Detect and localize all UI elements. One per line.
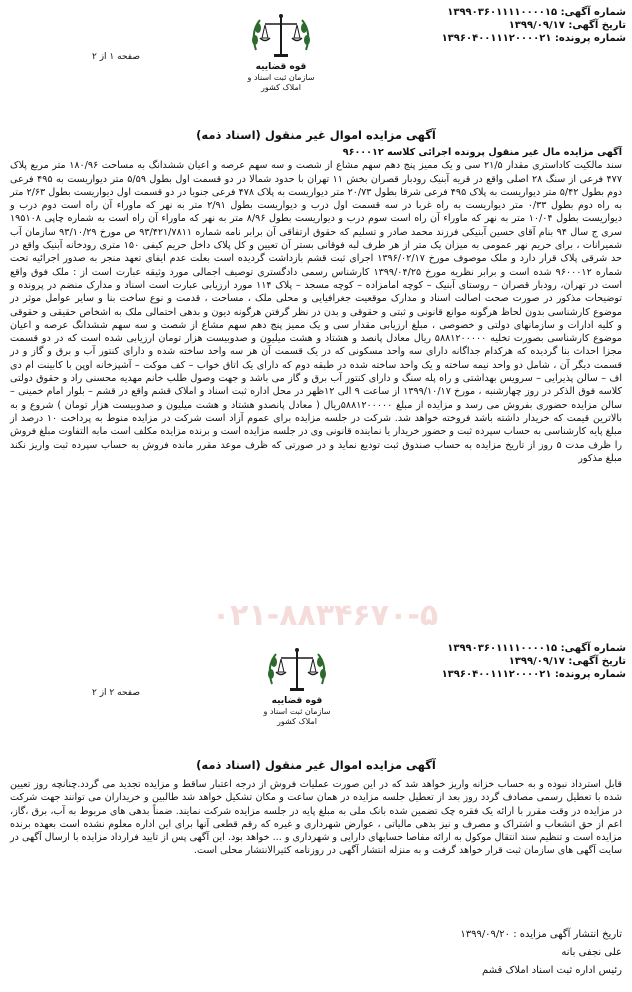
judiciary-emblem: [254, 644, 340, 726]
ad-date: تاریخ آگهی: ۱۳۹۹/۰۹/۱۷: [508, 20, 626, 31]
notice-page-2: [0, 640, 632, 992]
notice-body-text: سند مالکیت کاداستری مقدار ۲۱/۵ سی و یک ممیز پنج دهم سهم مشاع از شصت و سه سهم عرصه و اعیان ششدانگ به مساحت ۱۸۰/۹۶ متر مربع پلاک ۴۷۷ فرعی از سنگ ۲۸ اصلی واقع در قریه آبنیک رودبار قصران بخش ۱۱ تهران با حدود شمالا در دو قسمت اول بطول ۵/۵۹ متر دیواریست به ۴۹۵ فرعی دوم بطول ۵/۴۲ متر دیواریست به پلاک ۴۹۵ فرعی شرقا بطول ۲۰/۷۳ متر دیواریست به پلاک ۴۷۸ فرعی جنوبا در دو قسمت اول دیواریست بطول ۲/۶۳ متر به راه دوم بطول ۰/۳۳ متر دیواریست به راه غربا در سه قسمت اول درب و دیواریست بطول ۲/۹۱ متر به نهر که ماوراء آن راه است دوم درب و دیواریست بطول ۱۰/۰۴ متر به نهر که ماوراء آن راه است سوم درب و دیواریست بطول ۸/۹۶ متر به نهر که ماوراء آن راه است به شماره چاپی ۱۹۵۱۰۸ سری ج سال ۹۴ بنام آقای حسین آبنیکی فرزند محمد صادر و تسلیم که حقوق ارتفاقی آن برابر نامه شماره ۹۳/۴۲۱/۷۸۱۱ ص مورخ ۹۳/۱۰/۲۹ سازمان آب شمیرانات ، برای حریم نهر عمومی به میزان یک متر از هر طرف لبه فوقانی بستر آن تعیین و کل پلاک داخل حریم کیفی ۱۵۰ متری رودخانه آبنیک واقع در حد شرقی پلاک قرار دارد و ملک موصوف مورخ ۱۳۹۶/۰۲/۱۷ اجرای ثبت قشم بازداشت گردیده است بعلت عدم ایفای تعهد منجر به صدور اجرائیه تحت شماره ۹۶۰۰۰۱۲ شده است و برابر نظریه مورخ ۱۳۹۹/۰۴/۲۵ کارشناس رسمی دادگستری توصیف اجمالی مورد وثیقه عبارت است از : ملک فوق واقع است در تهران، رودبار قصران – روستای آبنیک – کوچه امامزاده – کوچه مسجد – پلاک ۱۱۴ مورد ارزیابی عبارت است اسناد و مدارک منضم در پرونده و توضیحات مذکور در صورت صحت اصالت اسناد و مدارک موقعیت جغرافیایی و محلی ملک ، مساحت ، قدمت و نوع ساخت بنا و سایر عوامل موثر در موضوع کارشناسی بدون لحاظ هرگونه موانع قانونی و ثبتی و حقوقی و بدن در نظر گرفتن هرگونه دیون و بدهی احتمالی ملک به اشخاص حقیقی و حقوقی و کلیه ادارات و سازمانهای دولتی و خصوصی ، مبلغ ارزیابی مقدار سی و یک ممیز پنج دهم سهم مشاع از شصت و سه سهم ششدانگ عرصه و اعیان موضوع کارشناسی بصورت تخلیه ۵۸۸۱۲۰۰۰۰۰ ریال معادل پانصد و هشتاد و هشت میلیون و صدوبیست هزار تومان ارزیابی شده است که در دو قسمت مجزا احداث بنا گردیده که هرکدام جداگانه دارای سه واحد مسکونی که در یک قسمت آن هر سه واحد ساخته شده و دارای کنتور آب و برق و گاز و در قسمت دیگر آن ، شامل دو واحد نیمه ساخته و یک واحد ساخته شده در طبقه دوم که دارای یک اتاق خواب – کف موکت – آشپزخانه اوپن با کابینت ام دی اف – سالن پذیرایی – سرویس بهداشتی و راه پله سنگ و دارای کنتور آب برق و گاز می باشد و جهت وصول طلب خانم مهدیه محسنی راد و حقوق دولتی کلاسه فوق الذکر در روز چهارشنبه ، مورخ ۱۳۹۹/۱۰/۱۷ از ساعت ۹ الی ۱۲ظهر در محل اداره ثبت اسناد و املاک قشم واقع در قشم – بلوار امام خمینی – سالن مزایده حضوری بفروش می رسد و مزایده از مبلغ ۵۸۸۱۲۰۰۰۰۰ریال ( معادل پانصدو هشتاد و هشت میلیون و صدوبیست هزار تومان ) شروع و به بالاترین قیمت که خریدار داشته باشد فروخته خواهد شد. شرکت در جلسه مزایده برای عموم آزاد است شرکت در مزایده منوط به پرداخت ۱۰ درصد از مبلغ پایه کارشناسی به حساب سپرده ثبت و حضور خریدار یا نماینده قانونی وی در جلسه مزایده است و برنده مزایده مکلف است مابه التفاوت مبلغ فروش را ظرف مدت ۵ روز از تاریخ مزایده به حساب صندوق ثبت تودیع نماید و در صورتی که ظرف موعد مقرر مانده فروش به حساب سپرده ثبت واریز نکند مبلغ مذکور: [10, 160, 623, 464]
notice-meta: [442, 642, 626, 681]
scales-of-justice-icon: [254, 644, 340, 696]
notice-title: آگهی مزایده اموال غیر منقول (اسناد ذمه): [196, 128, 436, 142]
notice-meta: [442, 6, 626, 45]
page-number: صفحه ۱ از ۲: [92, 52, 140, 62]
org-name-registry: سازمان ثبت اسناد و املاک کشور: [247, 73, 315, 92]
ad-number: شماره آگهی: ۱۳۹۹۰۳۶۰۱۱۱۱۰۰۰۰۱۵: [447, 7, 626, 18]
signature-block: [460, 926, 622, 980]
phone-watermark: ۰۲۱-۸۸۳۴۶۷۰-۵: [211, 598, 439, 633]
ad-number: شماره آگهی: ۱۳۹۹۰۳۶۰۱۱۱۱۰۰۰۰۱۵: [447, 643, 626, 654]
notice-body: [10, 146, 622, 465]
scales-of-justice-icon: [238, 10, 324, 62]
notice-title: آگهی مزایده اموال غیر منقول (اسناد ذمه): [196, 758, 436, 772]
judiciary-emblem: [238, 10, 324, 92]
signer-title: رئیس اداره ثبت اسناد املاک قشم: [481, 965, 622, 976]
org-name-judiciary: قوه قضاییه: [255, 62, 307, 72]
notice-subheading: آگهی مزایده مال غیر منقول پرونده اجرائی کلاسه ۹۶۰۰۰۱۲: [342, 147, 622, 158]
org-name-registry: سازمان ثبت اسناد و املاک کشور: [263, 707, 331, 726]
org-name-judiciary: قوه قضاییه: [271, 696, 323, 706]
signer-name: علی نجفی بانه: [561, 947, 622, 958]
publish-date: تاریخ انتشار آگهی مزایده : ۱۳۹۹/۰۹/۲۰: [460, 929, 622, 940]
ad-date: تاریخ آگهی: ۱۳۹۹/۰۹/۱۷: [508, 656, 626, 667]
notice-body-text: قابل استرداد نبوده و به حساب خزانه واریز خواهد شد که در این صورت عملیات فروش از درجه اعتبار ساقط و مزایده تجدید می گردد.چنانچه روز تعیین شده با تعطیل رسمی مصادف گردد روز بعد از تعطیل جلسه مزایده در همان ساعت و مکان تشکیل خواهد شد طالبین و خریداران می توانند جهت شرکت در مزایده در وقت مقرر با ارائه یک فقره چک تضمین شده بانک ملی به مبلغ پایه در جلسه مزایده شرکت نمایند. ضمناً بدهی های مربوط به آب، برق ،گاز، اعم از حق انشعاب و اشتراک و مصرف و نیز بدهی مالیاتی ، عوارض شهرداری و غیره که رقم قطعی آنها برای این اداره معلوم نشده است بعهده برنده مزایده است و تنظیم سند انتقال موکول به ارائه مفاصا حسابهای دارایی و شهرداری و ... خواهد بود. این آگهی پس از تایید فرارداد مزایده با ارسال آگهی در سایت آگهی های سازمان ثبت قرار خواهد گرفت و به منزله انتشار آگهی در روزنامه کثیرالانتشار محلی است.: [10, 779, 622, 857]
case-number: شماره پرونده: ۱۳۹۶۰۴۰۰۱۱۱۲۰۰۰۰۲۱: [441, 33, 626, 44]
case-number: شماره پرونده: ۱۳۹۶۰۴۰۰۱۱۱۲۰۰۰۰۲۱: [441, 669, 626, 680]
page-number: صفحه ۲ از ۲: [92, 688, 140, 698]
